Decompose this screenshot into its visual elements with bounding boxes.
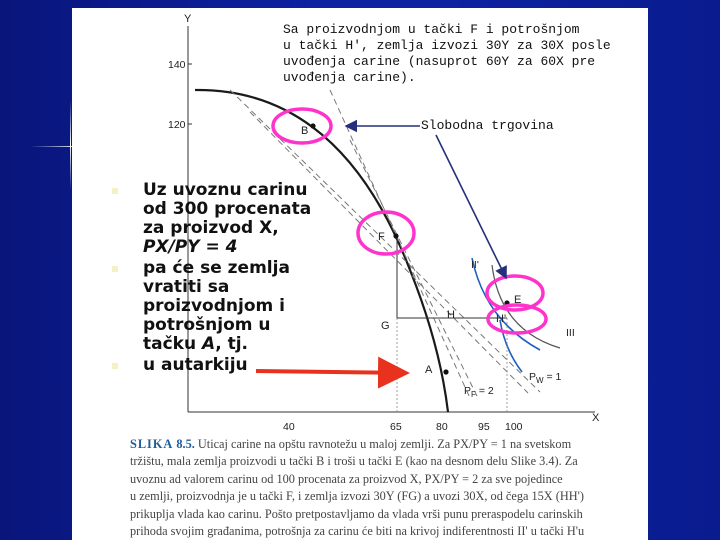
bullet-list: [112, 181, 327, 375]
point-G-label: G: [381, 320, 390, 332]
x-tick-100: 100: [505, 421, 523, 433]
bullet-text: vratiti sa: [143, 277, 230, 297]
caption-text: Uticaj carine na opštu ravnotežu u maloj zemlji. Za PX/PY = 1 na svetskom: [197, 437, 572, 451]
bullet-item-return: [112, 259, 327, 354]
pw1-symbol: P: [529, 371, 537, 383]
note-line: Sa proizvodnjom u tački F i potrošnjom: [283, 22, 580, 37]
bullet-text: za proizvod X,: [143, 218, 279, 238]
bullet-text: potrošnjom u: [143, 315, 271, 335]
bullet-text: tačku: [143, 334, 203, 354]
bullet-text: proizvodnjom i: [143, 296, 285, 316]
pf2-value: = 2: [475, 385, 494, 397]
point-H-label: H: [447, 309, 455, 321]
figure-note: [283, 22, 633, 86]
pf2-symbol: P: [464, 385, 472, 397]
note-line: u tački H', zemlja izvozi 30Y za 30X posle: [283, 38, 611, 53]
pw1-value: = 1: [543, 371, 562, 383]
price-line-tariff-2: [350, 140, 478, 398]
point-B-label: B: [301, 125, 309, 137]
bullet-square-icon: [112, 266, 118, 272]
caption-line: prihoda svojim građanima, potrošnja za carinu će biti na krivoj indiferentnosti II' u tački H'u: [130, 524, 585, 539]
bullet-item-autarky: [112, 356, 327, 375]
caption-line: u zemlji, proizvodnja je u tački F, i zemlja izvozi 30Y (FG) a uvozi 30X, od čega 15X (HH'): [130, 489, 584, 504]
point-B-dot: [310, 123, 315, 128]
free-trade-label: Slobodna trgovina: [421, 118, 554, 133]
arrow-to-E: [436, 135, 506, 278]
figure-caption: [130, 436, 640, 540]
bullet-item-tariff: [112, 181, 327, 257]
y-axis-label: Y: [184, 13, 192, 25]
caption-lead: SLIKA: [130, 437, 174, 451]
x-axis-label: X: [592, 412, 600, 424]
note-line: uvođenja carine (nasuprot 60Y za 60X pre: [283, 54, 596, 69]
bullet-square-icon: [112, 188, 118, 194]
point-F-dot: [393, 233, 398, 238]
pf2-subscript: F: [471, 390, 476, 399]
price-ratio: PX/PY = 4: [143, 237, 238, 257]
point-A-label: A: [425, 364, 433, 376]
point-F-label: F: [378, 231, 385, 243]
x-tick-95: 95: [478, 421, 490, 433]
caption-line: prikuplja vlada kao carinu. Pošto pretpostavljamo da vlada vrši punu preraspodelu carinskih: [130, 506, 583, 521]
bullet-text: u autarkiju: [143, 355, 248, 375]
bullet-text: od 300 procenata: [143, 199, 312, 219]
bullet-square-icon: [112, 363, 118, 369]
caption-number: 8.5.: [176, 437, 195, 451]
price-label-PF2: [464, 385, 494, 399]
y-tick-140: 140: [168, 59, 186, 71]
curve-III-label: III: [566, 327, 575, 339]
x-tick-40: 40: [283, 421, 295, 433]
point-A-dot: [443, 369, 448, 374]
x-tick-80: 80: [436, 421, 448, 433]
curve-II-prime-label: II': [471, 259, 479, 271]
point-E-label: E: [514, 294, 522, 306]
caption-line: [130, 436, 640, 453]
caption-line: uvoznu ad valorem carinu od 100 procenata za proizvod X, PX/PY = 2 za sve pojedince: [130, 471, 563, 486]
pw1-subscript: W: [536, 376, 544, 385]
price-label-PW1: [529, 371, 562, 385]
bullet-text: pa će se zemlja: [143, 258, 290, 278]
point-H-prime-label: H': [496, 313, 507, 325]
bullet-text: Uz uvoznu carinu: [143, 180, 308, 200]
caption-line: tržištu, mala zemlja proizvodi u tački B i troši u tački E (kao na desnom delu Slike 3.4). Za: [130, 454, 578, 469]
note-line: uvođenja carine).: [283, 70, 416, 85]
y-tick-120: 120: [168, 119, 186, 131]
x-tick-65: 65: [390, 421, 402, 433]
bullet-text-italic: A: [202, 334, 216, 354]
bullet-text: , tj.: [215, 334, 248, 354]
